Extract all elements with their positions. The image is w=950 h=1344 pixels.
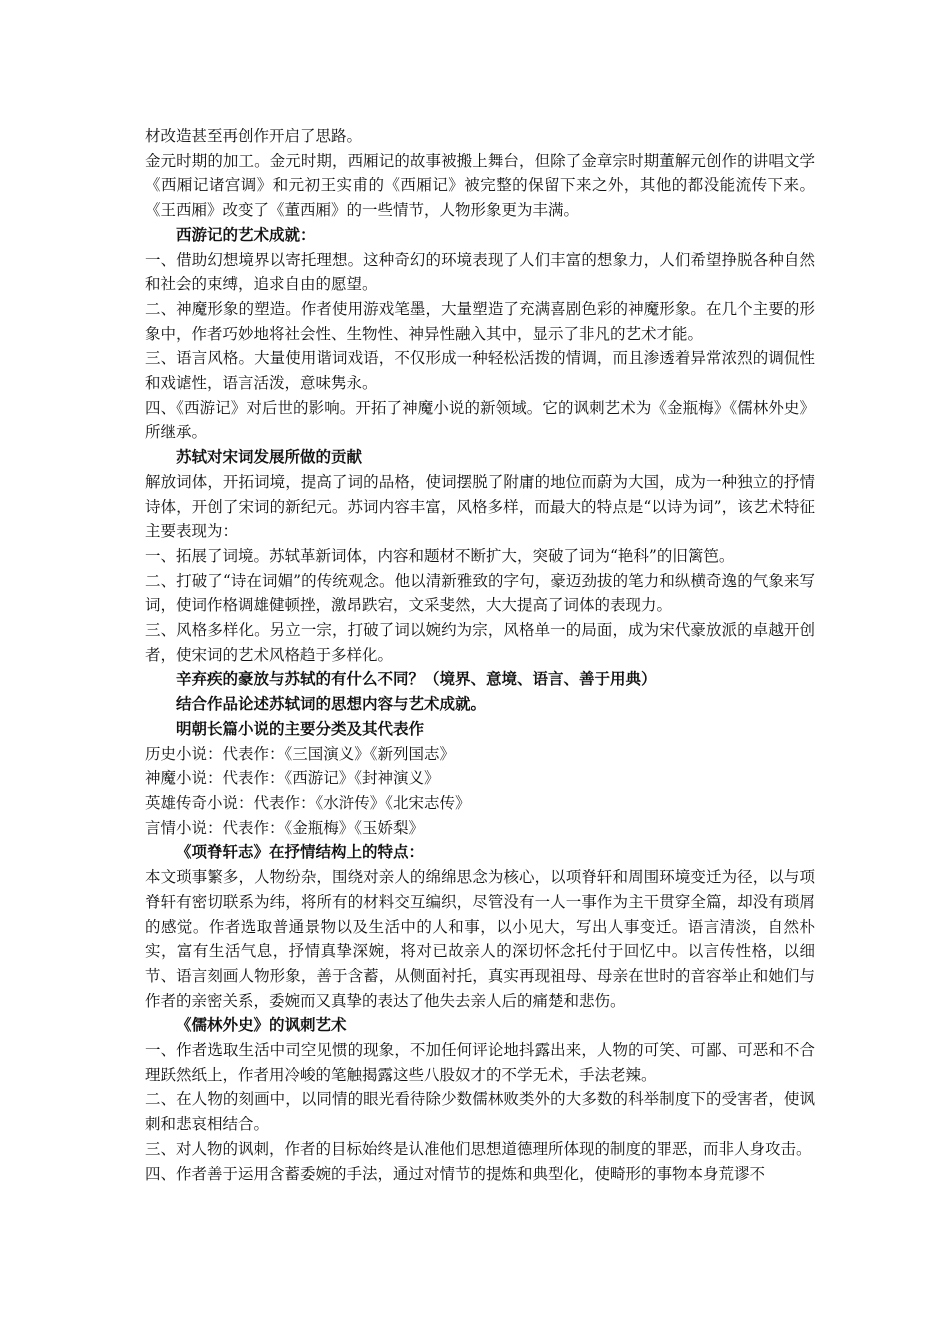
section-heading: 西游记的艺术成就： <box>176 225 316 244</box>
paragraph: 解放词体，开拓词境，提高了词的品格，使词摆脱了附庸的地位而蔚为大国，成为一种独立的抒情诗体，开创了宋词的新纪元。苏词内容丰富，风格多样，而最大的特点是“以诗为词”，该艺术特征主要表现为： <box>145 472 815 541</box>
section-heading: 《儒林外史》的讽刺艺术 <box>176 1016 347 1035</box>
list-item: 英雄传奇小说：代表作：《水浒传》《北宋志传》 <box>145 793 471 812</box>
document-page <box>145 124 815 1186</box>
paragraph: 材改造甚至再创作开启了思路。 <box>145 127 363 145</box>
paragraph: 三、对人物的讽刺，作者的目标始终是认准他们思想道德理所体现的制度的罪恶，而非人身攻击。 <box>145 1139 812 1158</box>
list-item: 言情小说：代表作：《金瓶梅》《玉娇梨》 <box>145 818 425 837</box>
list-item: 历史小说：代表作：《三国演义》《新列国志》 <box>145 744 456 763</box>
paragraph: 三、风格多样化。另立一宗，打破了词以婉约为宗，风格单一的局面，成为宋代豪放派的卓越开创者，使宋词的艺术风格趋于多样化。 <box>145 621 815 664</box>
paragraph: 一、拓展了词境。苏轼革新词体，内容和题材不断扩大，突破了词为“艳科”的旧篱笆。 <box>145 546 735 565</box>
paragraph: 金元时期的加工。金元时期，西厢记的故事被搬上舞台，但除了金章宗时期董解元创作的讲唱文学《西厢记诸宫调》和元初王实甫的《西厢记》被完整的保留下来之外，其他的都没能流传下来。《王西厢》改变了《董西厢》的一些情节，人物形象更为丰满。 <box>145 151 815 220</box>
paragraph: 二、打破了“诗在词媚”的传统观念。他以清新雅致的字句，豪迈劲拔的笔力和纵横奇逸的气象来写词，使词作格调雄健顿挫，激昂跌宕，文采斐然，大大提高了词体的表现力。 <box>145 571 815 615</box>
section-heading: 苏轼对宋词发展所做的贡献 <box>176 448 363 467</box>
section-heading: 结合作品论述苏轼词的思想内容与艺术成就。 <box>176 695 487 714</box>
paragraph: 一、借助幻想境界以寄托理想。这种奇幻的环境表现了人们丰富的想象力，人们希望挣脱各种自然和社会的束缚，追求自由的愿望。 <box>145 250 815 294</box>
paragraph: 四、《西游记》对后世的影响。开拓了神魔小说的新领域。它的讽刺艺术为《金瓶梅》《儒林外史》所继承。 <box>145 398 815 442</box>
paragraph: 二、神魔形象的塑造。作者使用游戏笔墨，大量塑造了充满喜剧色彩的神魔形象。在几个主要的形象中，作者巧妙地将社会性、生物性、神异性融入其中，显示了非凡的艺术才能。 <box>145 299 815 343</box>
paragraph: 四、作者善于运用含蓄委婉的手法，通过对情节的提炼和典型化，使畸形的事物本身荒谬不 <box>145 1164 766 1183</box>
section-heading: 辛弃疾的豪放与苏轼的有什么不同？（境界、意境、语言、善于用典） <box>176 670 657 689</box>
paragraph: 二、在人物的刻画中，以同情的眼光看待除少数儒林败类外的大多数的科举制度下的受害者，使讽刺和悲哀相结合。 <box>145 1090 815 1134</box>
section-heading: 明朝长篇小说的主要分类及其代表作 <box>176 719 425 738</box>
list-item: 神魔小说：代表作：《西游记》《封神演义》 <box>145 769 440 788</box>
paragraph: 本文琐事繁多，人物纷杂，围绕对亲人的绵绵思念为核心，以项脊轩和周围环境变迁为径，以与项脊轩有密切联系为纬，将所有的材料交互编织，尽管没有一人一事作为主干贯穿全篇，却没有琐屑的感觉。作者选取普通景物以及生活中的人和事，以小见大，写出人事变迁。语言清淡，自然朴实，富有生活气息，抒情真挚深婉，将对已故亲人的深切怀念托付于回忆中。以言传性格，以细节、语言刻画人物形象，善于含蓄，从侧面衬托，真实再现祖母、母亲在世时的音容举止和她们与作者的亲密关系，委婉而又真挚的表达了他失去亲人后的痛楚和悲伤。 <box>145 868 815 1010</box>
paragraph: 三、语言风格。大量使用谐词戏语，不仅形成一种轻松活拨的情调，而且渗透着异常浓烈的调侃性和戏谑性，语言活泼，意味隽永。 <box>145 349 815 393</box>
paragraph: 一、作者选取生活中司空见惯的现象，不加任何评论地抖露出来，人物的可笑、可鄙、可恶和不合理跃然纸上，作者用冷峻的笔触揭露这些八股奴才的不学无术，手法老辣。 <box>145 1041 815 1084</box>
section-heading: 《项脊轩志》在抒情结构上的特点： <box>176 843 425 862</box>
